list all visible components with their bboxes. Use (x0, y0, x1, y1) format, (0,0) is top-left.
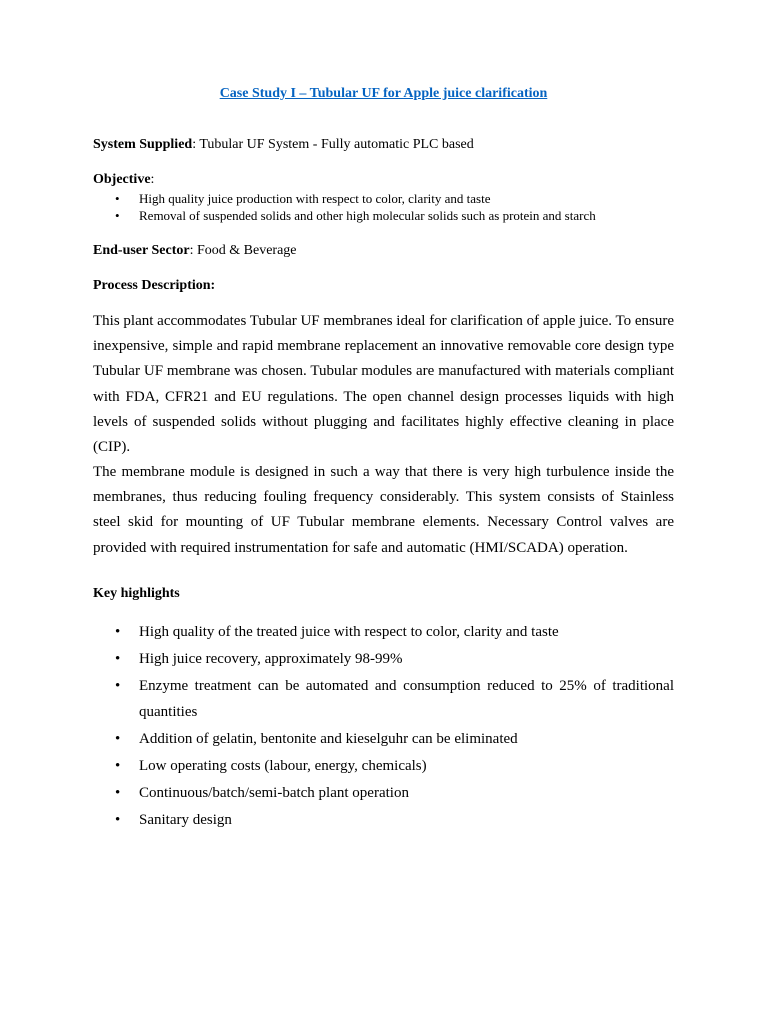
list-item (93, 673, 674, 725)
objective-heading (93, 171, 154, 189)
system-supplied-value: : Tubular UF System - Fully automatic PLC based (192, 137, 474, 152)
bullet-icon: • (115, 651, 121, 667)
end-user-label: End-user Sector (93, 243, 190, 258)
list-item (93, 753, 674, 779)
objective-suffix: : (150, 172, 155, 187)
bullet-icon: • (115, 758, 121, 774)
objective-label: Objective (93, 172, 151, 187)
list-item (93, 207, 596, 224)
process-heading: Process Description: (93, 278, 216, 293)
process-paragraph-2: The membrane module is designed in such a way that there is very high turbulence inside the membranes, thus reducing fouling frequency considerably. This system consists of Stainless steel skid for mounting of UF Tubular membrane elements. Necessary Control valves are provided with required instrumentation for safe and automatic (HMI/SCADA) operation. (93, 464, 674, 556)
document-title: Case Study I – Tubular UF for Apple juice clarification (219, 86, 548, 101)
highlight-text: High juice recovery, approximately 98-99% (139, 651, 403, 667)
key-highlights-list (93, 619, 674, 834)
system-supplied-line (93, 136, 474, 154)
bullet-icon: • (115, 731, 121, 747)
highlight-text: High quality of the treated juice with respect to color, clarity and taste (139, 624, 559, 640)
objective-item-text: High quality juice production with respect to color, clarity and taste (139, 191, 491, 206)
bullet-icon: • (115, 208, 120, 223)
highlight-text: Addition of gelatin, bentonite and kieselguhr can be eliminated (139, 731, 518, 747)
list-item (93, 190, 596, 207)
bullet-icon: • (115, 678, 121, 694)
bullet-icon: • (115, 191, 120, 206)
list-item (93, 646, 674, 672)
bullet-icon: • (115, 812, 121, 828)
list-item (93, 619, 674, 645)
end-user-line (93, 242, 297, 260)
bullet-icon: • (115, 785, 121, 801)
end-user-value: : Food & Beverage (189, 243, 297, 258)
list-item (93, 780, 674, 806)
highlight-text: Enzyme treatment can be automated and consumption reduced to 25% of traditional quantities (139, 678, 674, 720)
list-item (93, 807, 674, 833)
objective-item-text: Removal of suspended solids and other high molecular solids such as protein and starch (139, 208, 596, 223)
objective-list (93, 190, 596, 224)
highlight-text: Continuous/batch/semi-batch plant operation (139, 785, 409, 801)
system-supplied-label: System Supplied (93, 137, 193, 152)
highlight-text: Sanitary design (139, 812, 232, 828)
key-highlights-heading: Key highlights (93, 586, 180, 601)
list-item (93, 726, 674, 752)
bullet-icon: • (115, 624, 121, 640)
process-paragraph-1: This plant accommodates Tubular UF membranes ideal for clarification of apple juice. To ensure inexpensive, simple and rapid membrane replacement an innovative removable core design type Tubular UF membrane was chosen. Tubular modules are manufactured with materials compliant with FDA, CFR21 and EU regulations. The open channel design processes liquids with high levels of suspended solids without plugging and facilitates highly effective cleaning in place (CIP). (93, 313, 675, 456)
highlight-text: Low operating costs (labour, energy, chemicals) (139, 758, 427, 774)
